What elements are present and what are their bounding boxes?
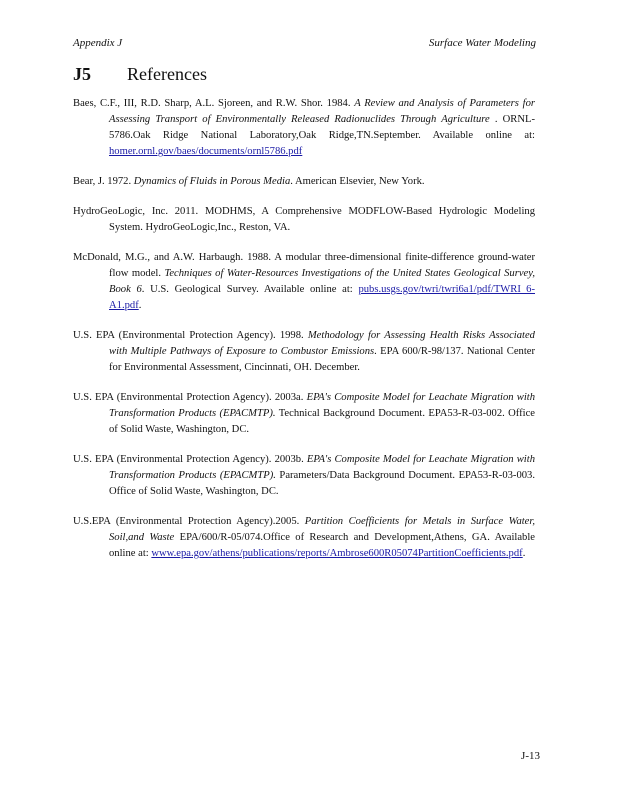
reference-link[interactable]: www.epa.gov/athens/publications/reports/Ambrose600R05074PartitionCoefficients.pdf <box>151 548 523 559</box>
reference-authors: Baes, C.F., III, R.D. Sharp, A.L. Sjoreen, and R.W. Shor. 1984. <box>73 98 351 109</box>
reference-authors: U.S.EPA (Environmental Protection Agency).2005. <box>73 516 300 527</box>
section-heading <box>73 64 207 85</box>
reference-title: EPA's Composite Model for Leachate Migration with Transformation Products (EPACMTP). <box>109 454 535 481</box>
reference-details: . U.S. Geological Survey. Available online at: <box>141 284 353 295</box>
reference-details: EPA/600/R-05/074.Office of Research and Development,Athens, GA. Available online at: <box>109 532 535 559</box>
reference-item <box>73 390 535 438</box>
reference-link[interactable]: pubs.usgs.gov/twri/twri6a1/pdf/TWRI_6-A1.pdf <box>109 284 535 311</box>
section-number: J5 <box>73 64 91 84</box>
reference-authors: McDonald, M.G., and A.W. Harbaugh. 1988. A modular three-dimensional finite-difference ground-water flow model. <box>73 252 535 279</box>
reference-authors: U.S. EPA (Environmental Protection Agency). 2003b. <box>73 454 304 465</box>
reference-item <box>73 328 535 376</box>
reference-title: Techniques of Water-Resources Investigations of the United States Geological Survey, Book 6 <box>109 268 535 295</box>
running-header-right: Surface Water Modeling <box>428 37 536 49</box>
reference-item <box>73 514 535 562</box>
reference-details: . ORNL-5786.Oak Ridge National Laboratory,Oak Ridge,TN.September. Available online at: <box>109 114 535 141</box>
reference-authors: U.S. EPA (Environmental Protection Agency). 1998. <box>73 330 304 341</box>
reference-trailing: . <box>522 548 526 559</box>
reference-item <box>73 174 535 190</box>
reference-title: Partition Coefficients for Metals in Surface Water, Soil,and Waste <box>109 516 535 543</box>
reference-link[interactable]: homer.ornl.gov/baes/documents/ornl5786.pdf <box>109 146 303 157</box>
reference-item <box>73 204 535 236</box>
reference-item <box>73 452 535 500</box>
reference-item <box>73 96 535 160</box>
reference-details: . EPA 600/R-98/137. National Center for Environmental Assessment, Cincinnati, OH. December. <box>109 346 535 373</box>
reference-item <box>73 250 535 314</box>
reference-title: Methodology for Assessing Health Risks Associated with Multiple Pathways of Exposure to Combustor Emissions <box>109 330 535 357</box>
page-number: J-13 <box>521 750 540 762</box>
reference-title: EPA's Composite Model for Leachate Migration with Transformation Products (EPACMTP). <box>109 392 535 419</box>
reference-title: Dynamics of Fluids in Porous Media <box>133 176 291 187</box>
reference-authors: Bear, J. 1972. <box>73 176 132 187</box>
reference-title: A Review and Analysis of Parameters for Assessing Transport of Environmentally Released Radionuclides Through Agriculture <box>109 98 535 125</box>
reference-authors: U.S. EPA (Environmental Protection Agency). 2003a. <box>73 392 304 403</box>
section-title: References <box>127 64 207 84</box>
running-header-left: Appendix J <box>73 37 123 49</box>
reference-details: Technical Background Document. EPA53-R-03-002. Office of Solid Waste, Washington, DC. <box>109 408 535 435</box>
reference-trailing: . <box>138 300 142 311</box>
reference-details: . American Elsevier, New York. <box>290 176 425 187</box>
reference-details: Parameters/Data Background Document. EPA53-R-03-003. Office of Solid Waste, Washington, DC. <box>109 470 535 497</box>
reference-list <box>73 96 535 576</box>
reference-authors: HydroGeoLogic, Inc. 2011. MODHMS, A Comprehensive MODFLOW-Based Hydrologic Modeling System. HydroGeoLogic,Inc., Reston, VA. <box>73 206 535 233</box>
